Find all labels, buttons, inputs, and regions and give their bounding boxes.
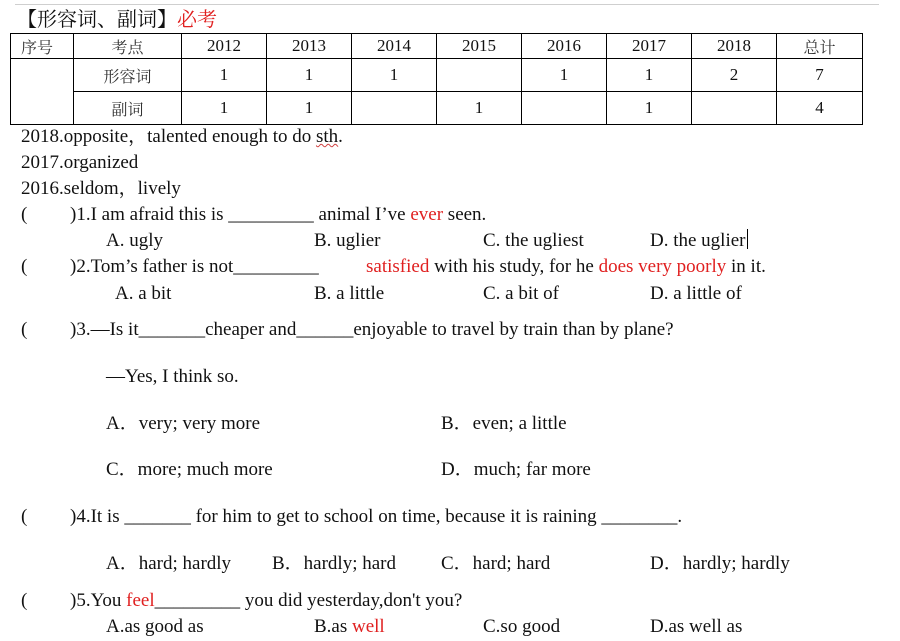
question-2-highlight-2: does very poorly: [598, 256, 727, 277]
answer-paren: (: [21, 256, 28, 277]
q4-option-c: C．hard; hard: [441, 553, 551, 574]
question-5-highlight: feel: [126, 590, 155, 611]
question-number: )3.: [70, 319, 91, 340]
q3-option-d: D．much; far more: [441, 459, 591, 480]
note-2016: 2016.seldom，lively: [21, 178, 181, 199]
table-cell: [522, 92, 607, 125]
header-cell-2017: 2017: [607, 34, 692, 59]
table-cell: 7: [777, 59, 863, 92]
question-3-stem: [70, 318, 674, 342]
answer-paren: (: [21, 506, 28, 527]
section-heading: [17, 7, 217, 31]
header-cell-total: 总计: [777, 34, 863, 59]
question-number: )1.: [70, 204, 91, 225]
question-2-stem-cont: [366, 255, 766, 279]
table-cell: 2: [692, 59, 777, 92]
question-2-text: Tom’s father is not_________: [90, 256, 319, 277]
q1-option-a: A. ugly: [106, 230, 163, 251]
top-rule: [15, 4, 879, 5]
table-cell: 1: [352, 59, 437, 92]
question-5-text-end: _________ you did yesterday,don't you?: [154, 590, 463, 611]
table-cell: [352, 92, 437, 125]
question-2-highlight-1: satisfied: [366, 256, 430, 277]
question-1-stem: [70, 203, 486, 227]
q2-option-b: B. a little: [314, 283, 385, 304]
note-2017: 2017.organized: [21, 152, 139, 173]
q2-option-c: C. a bit of: [483, 283, 559, 304]
table-cell: 1: [437, 92, 522, 125]
question-3-text: —Is it_______cheaper and______enjoyable to travel by train than by plane?: [90, 319, 674, 340]
table-cell: 1: [267, 59, 352, 92]
question-2-text-end: in it.: [726, 256, 766, 277]
question-5-text: You: [90, 590, 127, 611]
row-label: 形容词: [74, 59, 182, 92]
table-cell: 4: [777, 92, 863, 125]
question-1-text-end: seen.: [443, 204, 487, 225]
answer-paren: (: [21, 590, 28, 611]
q1-option-d: [650, 229, 748, 253]
q4-option-b: B．hardly; hard: [272, 553, 397, 574]
header-cell-2013: 2013: [267, 34, 352, 59]
q1-option-c: C. the ugliest: [483, 230, 584, 251]
q4-option-d: D．hardly; hardly: [650, 553, 790, 574]
q5-option-b-highlight: well: [352, 616, 385, 637]
question-3-answer: —Yes, I think so.: [106, 366, 239, 387]
note-2018-sth: sth: [315, 126, 339, 147]
q3-option-b: B．even; a little: [441, 413, 567, 434]
note-2018: [21, 125, 343, 149]
header-cell-2018: 2018: [692, 34, 777, 59]
table-cell: 1: [267, 92, 352, 125]
q4-option-a: A．hard; hardly: [106, 553, 232, 574]
question-2-stem: [70, 255, 319, 279]
q1-option-b: B. uglier: [314, 230, 381, 251]
table-cell: 1: [182, 59, 267, 92]
table-cell: 1: [607, 59, 692, 92]
question-4-stem: [70, 505, 682, 529]
table-row: [11, 59, 863, 92]
note-2018-text: 2018.opposite，talented enough to do: [21, 126, 316, 147]
question-number: )4.: [70, 506, 91, 527]
table-cell: [692, 92, 777, 125]
header-cell-2015: 2015: [437, 34, 522, 59]
row-label: 副词: [74, 92, 182, 125]
question-5-stem: [70, 589, 462, 613]
header-cell-2016: 2016: [522, 34, 607, 59]
table-cell: 1: [607, 92, 692, 125]
heading-highlight: 必考: [177, 7, 217, 31]
q5-option-a: A.as good as: [106, 616, 204, 637]
header-cell-topic: 考点: [74, 34, 182, 59]
q3-option-c: C．more; much more: [106, 459, 273, 480]
q5-option-d: D.as well as: [650, 616, 743, 637]
table-header-row: [11, 34, 863, 59]
frequency-table: [10, 33, 863, 125]
q3-option-a: A．very; very more: [106, 413, 261, 434]
q1-option-d-text: D. the uglier: [650, 230, 746, 251]
question-2-text-mid: with his study, for he: [429, 256, 599, 277]
note-2018-end: .: [338, 126, 343, 147]
header-cell-2012: 2012: [182, 34, 267, 59]
q5-option-c: C.so good: [483, 616, 561, 637]
heading-text: 【形容词、副词】: [17, 7, 177, 31]
q2-option-d: D. a little of: [650, 283, 742, 304]
index-cell: [11, 59, 74, 125]
header-cell-index: 序号: [11, 34, 74, 59]
table-cell: [437, 59, 522, 92]
text-cursor: [747, 229, 748, 249]
table-cell: 1: [182, 92, 267, 125]
question-4-text: It is _______ for him to get to school on time, because it is raining ________.: [90, 506, 683, 527]
table-cell: 1: [522, 59, 607, 92]
header-cell-2014: 2014: [352, 34, 437, 59]
answer-paren: (: [21, 319, 28, 340]
question-1-highlight: ever: [410, 204, 444, 225]
q5-option-b: [314, 615, 385, 639]
table-row: [11, 92, 863, 125]
question-number: )5.: [70, 590, 91, 611]
answer-paren: (: [21, 204, 28, 225]
question-number: )2.: [70, 256, 91, 277]
q5-option-b-text: B.as: [314, 616, 352, 637]
question-1-text: I am afraid this is _________ animal I’ve: [90, 204, 411, 225]
q2-option-a: A. a bit: [115, 283, 172, 304]
